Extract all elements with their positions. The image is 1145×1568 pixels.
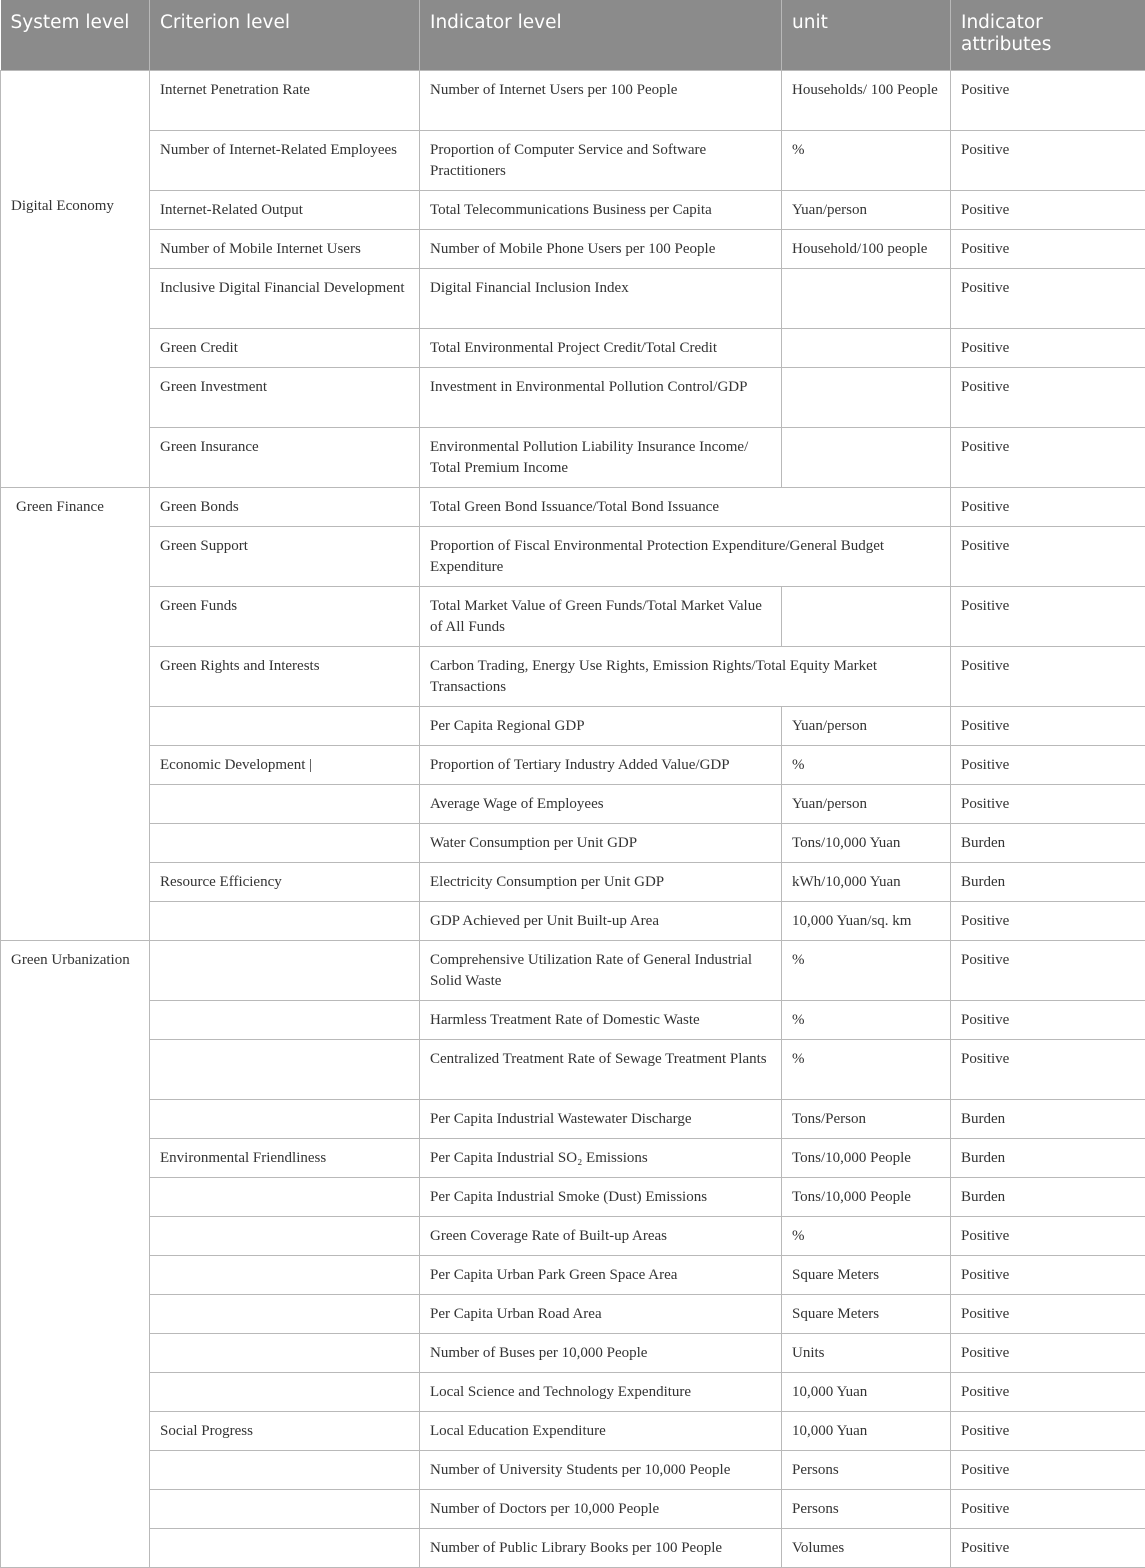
attribute-cell: Positive [951, 1529, 1145, 1568]
attribute-cell: Positive [951, 428, 1145, 488]
table-row [1, 131, 1145, 191]
table-row [1, 1139, 1145, 1178]
attribute-cell: Positive [951, 1256, 1145, 1295]
table-row [1, 1001, 1145, 1040]
table-row [1, 587, 1145, 647]
attribute-cell: Positive [951, 527, 1145, 587]
table-row [1, 707, 1145, 746]
unit-cell: Tons/10,000 Yuan [782, 824, 951, 863]
criterion-cell [150, 1490, 420, 1529]
table-row [1, 941, 1145, 1001]
criterion-cell: Inclusive Digital Financial Development [150, 269, 420, 329]
attribute-cell: Positive [951, 647, 1145, 707]
table-row [1, 1451, 1145, 1490]
table-row [1, 428, 1145, 488]
criterion-cell: Green Rights and Interests [150, 647, 420, 707]
unit-cell [782, 329, 951, 368]
criterion-cell [150, 1334, 420, 1373]
system-cell-digital-economy [1, 71, 150, 488]
attribute-cell: Positive [951, 1040, 1145, 1100]
header-row [1, 0, 1145, 71]
criterion-cell: Green Investment [150, 368, 420, 428]
indicator-cell: Water Consumption per Unit GDP [420, 824, 782, 863]
table-row [1, 647, 1145, 707]
unit-cell: % [782, 131, 951, 191]
table-row [1, 1040, 1145, 1100]
unit-cell: Persons [782, 1490, 951, 1529]
criterion-cell: Green Insurance [150, 428, 420, 488]
criterion-cell [150, 1451, 420, 1490]
attribute-cell: Positive [951, 1373, 1145, 1412]
attribute-cell: Positive [951, 1217, 1145, 1256]
unit-cell: % [782, 1040, 951, 1100]
attribute-cell: Positive [951, 1334, 1145, 1373]
criterion-cell [150, 1295, 420, 1334]
attribute-cell: Positive [951, 368, 1145, 428]
indicator-cell: Number of Public Library Books per 100 People [420, 1529, 782, 1568]
unit-cell: 10,000 Yuan [782, 1373, 951, 1412]
indicator-cell: Average Wage of Employees [420, 785, 782, 824]
system-label: Green Finance [16, 499, 104, 515]
indicator-cell: Proportion of Tertiary Industry Added Value/GDP [420, 746, 782, 785]
indicator-cell: Environmental Pollution Liability Insurance Income/ Total Premium Income [420, 428, 782, 488]
criterion-cell: Internet Penetration Rate [150, 71, 420, 131]
attribute-cell: Positive [951, 269, 1145, 329]
criterion-cell: Internet-Related Output [150, 191, 420, 230]
indicator-cell: Digital Financial Inclusion Index [420, 269, 782, 329]
criterion-cell: Social Progress [150, 1412, 420, 1451]
indicator-cell: Number of Doctors per 10,000 People [420, 1490, 782, 1529]
criterion-cell [150, 785, 420, 824]
criterion-cell [150, 1373, 420, 1412]
table-row [1, 824, 1145, 863]
table-row [1, 785, 1145, 824]
indicator-cell: Proportion of Computer Service and Software Practitioners [420, 131, 782, 191]
attribute-cell: Burden [951, 1178, 1145, 1217]
indicator-cell: Per Capita Regional GDP [420, 707, 782, 746]
unit-cell: Household/100 people [782, 230, 951, 269]
attribute-cell: Positive [951, 1490, 1145, 1529]
indicator-cell: Comprehensive Utilization Rate of General Industrial Solid Waste [420, 941, 782, 1001]
unit-cell: Square Meters [782, 1295, 951, 1334]
criterion-cell [150, 1529, 420, 1568]
criterion-cell [150, 707, 420, 746]
attribute-cell: Positive [951, 131, 1145, 191]
indicator-cell: Centralized Treatment Rate of Sewage Treatment Plants [420, 1040, 782, 1100]
attribute-cell: Positive [951, 1451, 1145, 1490]
table-row [1, 902, 1145, 941]
criterion-cell [150, 902, 420, 941]
indicator-cell: Number of Buses per 10,000 People [420, 1334, 782, 1373]
table-row [1, 1178, 1145, 1217]
table-row [1, 1490, 1145, 1529]
indicator-cell: Local Science and Technology Expenditure [420, 1373, 782, 1412]
table-row [1, 863, 1145, 902]
unit-cell: Households/ 100 People [782, 71, 951, 131]
indicator-cell: Per Capita Industrial Smoke (Dust) Emissions [420, 1178, 782, 1217]
table-row [1, 488, 1145, 527]
attribute-cell: Positive [951, 902, 1145, 941]
attribute-cell: Positive [951, 785, 1145, 824]
table-row [1, 1295, 1145, 1334]
criterion-cell: Green Funds [150, 587, 420, 647]
header-criterion-level: Criterion level [150, 0, 420, 71]
unit-cell: Yuan/person [782, 191, 951, 230]
system-cell-green-urbanization [1, 941, 150, 1568]
criterion-cell: Number of Internet-Related Employees [150, 131, 420, 191]
table-row [1, 1373, 1145, 1412]
header-unit: unit [782, 0, 951, 71]
criterion-cell: Green Credit [150, 329, 420, 368]
unit-cell: % [782, 1217, 951, 1256]
unit-cell: Tons/10,000 People [782, 1139, 951, 1178]
attribute-cell: Positive [951, 1295, 1145, 1334]
indicator-cell: Per Capita Urban Park Green Space Area [420, 1256, 782, 1295]
header-indicator-level: Indicator level [420, 0, 782, 71]
indicator-cell: Total Environmental Project Credit/Total Credit [420, 329, 782, 368]
attribute-cell: Positive [951, 1412, 1145, 1451]
indicator-cell: Number of Internet Users per 100 People [420, 71, 782, 131]
table-row [1, 230, 1145, 269]
criterion-cell [150, 1040, 420, 1100]
criterion-cell [150, 941, 420, 1001]
indicator-cell: Local Education Expenditure [420, 1412, 782, 1451]
indicator-cell: Per Capita Urban Road Area [420, 1295, 782, 1334]
table-row [1, 1100, 1145, 1139]
unit-cell: % [782, 746, 951, 785]
unit-cell: Tons/Person [782, 1100, 951, 1139]
criterion-cell [150, 1100, 420, 1139]
table-row [1, 527, 1145, 587]
unit-cell: Yuan/person [782, 707, 951, 746]
attribute-cell: Positive [951, 1001, 1145, 1040]
criterion-cell: Green Bonds [150, 488, 420, 527]
attribute-cell: Burden [951, 1100, 1145, 1139]
indicator-cell: Electricity Consumption per Unit GDP [420, 863, 782, 902]
unit-cell [782, 587, 951, 647]
unit-cell: 10,000 Yuan/sq. km [782, 902, 951, 941]
criterion-cell: Environmental Friendliness [150, 1139, 420, 1178]
indicator-cell: Number of University Students per 10,000 People [420, 1451, 782, 1490]
unit-cell [782, 269, 951, 329]
table-row [1, 191, 1145, 230]
attribute-cell: Burden [951, 863, 1145, 902]
indicator-cell: Number of Mobile Phone Users per 100 People [420, 230, 782, 269]
attribute-cell: Burden [951, 824, 1145, 863]
unit-cell: Square Meters [782, 1256, 951, 1295]
system-cell-green-finance [1, 488, 150, 941]
unit-cell: Persons [782, 1451, 951, 1490]
unit-cell: 10,000 Yuan [782, 1412, 951, 1451]
criterion-cell [150, 1217, 420, 1256]
unit-cell: % [782, 1001, 951, 1040]
attribute-cell: Positive [951, 191, 1145, 230]
attribute-cell: Positive [951, 488, 1145, 527]
table-row [1, 1334, 1145, 1373]
attribute-cell: Positive [951, 230, 1145, 269]
indicator-cell: Carbon Trading, Energy Use Rights, Emission Rights/Total Equity Market Transactions [420, 647, 951, 707]
attribute-cell: Positive [951, 746, 1145, 785]
attribute-cell: Burden [951, 1139, 1145, 1178]
unit-cell: Units [782, 1334, 951, 1373]
criterion-cell: Number of Mobile Internet Users [150, 230, 420, 269]
unit-cell [782, 428, 951, 488]
indicator-cell: Per Capita Industrial Wastewater Discharge [420, 1100, 782, 1139]
unit-cell: % [782, 941, 951, 1001]
system-label: Digital Economy [11, 198, 114, 214]
criterion-cell [150, 824, 420, 863]
table-row [1, 1412, 1145, 1451]
table-row [1, 368, 1145, 428]
indicator-cell: GDP Achieved per Unit Built-up Area [420, 902, 782, 941]
header-system-level: System level [1, 0, 150, 71]
attribute-cell: Positive [951, 941, 1145, 1001]
table-row [1, 269, 1145, 329]
table-row [1, 1217, 1145, 1256]
indicator-cell: Total Green Bond Issuance/Total Bond Issuance [420, 488, 951, 527]
table-row [1, 746, 1145, 785]
attribute-cell: Positive [951, 71, 1145, 131]
criterion-cell [150, 1256, 420, 1295]
attribute-cell: Positive [951, 329, 1145, 368]
unit-cell: Yuan/person [782, 785, 951, 824]
indicator-cell: Per Capita Industrial SO₂ Emissions [420, 1139, 782, 1178]
criterion-cell [150, 1178, 420, 1217]
attribute-cell: Positive [951, 707, 1145, 746]
unit-cell: Volumes [782, 1529, 951, 1568]
criterion-cell: Resource Efficiency [150, 863, 420, 902]
indicator-cell: Investment in Environmental Pollution Control/GDP [420, 368, 782, 428]
unit-cell [782, 368, 951, 428]
unit-cell: kWh/10,000 Yuan [782, 863, 951, 902]
indicator-cell: Proportion of Fiscal Environmental Protection Expenditure/General Budget Expenditure [420, 527, 951, 587]
unit-cell: Tons/10,000 People [782, 1178, 951, 1217]
table-row [1, 1529, 1145, 1568]
attribute-cell: Positive [951, 587, 1145, 647]
table-row [1, 1256, 1145, 1295]
header-indicator-attributes: Indicator attributes [951, 0, 1145, 71]
criterion-cell: Green Support [150, 527, 420, 587]
indicator-cell: Harmless Treatment Rate of Domestic Waste [420, 1001, 782, 1040]
table-row [1, 71, 1145, 131]
indicator-cell: Total Telecommunications Business per Capita [420, 191, 782, 230]
system-label: Green Urbanization [11, 952, 130, 968]
table-row [1, 329, 1145, 368]
indicator-cell: Total Market Value of Green Funds/Total Market Value of All Funds [420, 587, 782, 647]
criterion-cell [150, 1001, 420, 1040]
criterion-cell: Economic Development | [150, 746, 420, 785]
indicator-cell: Green Coverage Rate of Built-up Areas [420, 1217, 782, 1256]
